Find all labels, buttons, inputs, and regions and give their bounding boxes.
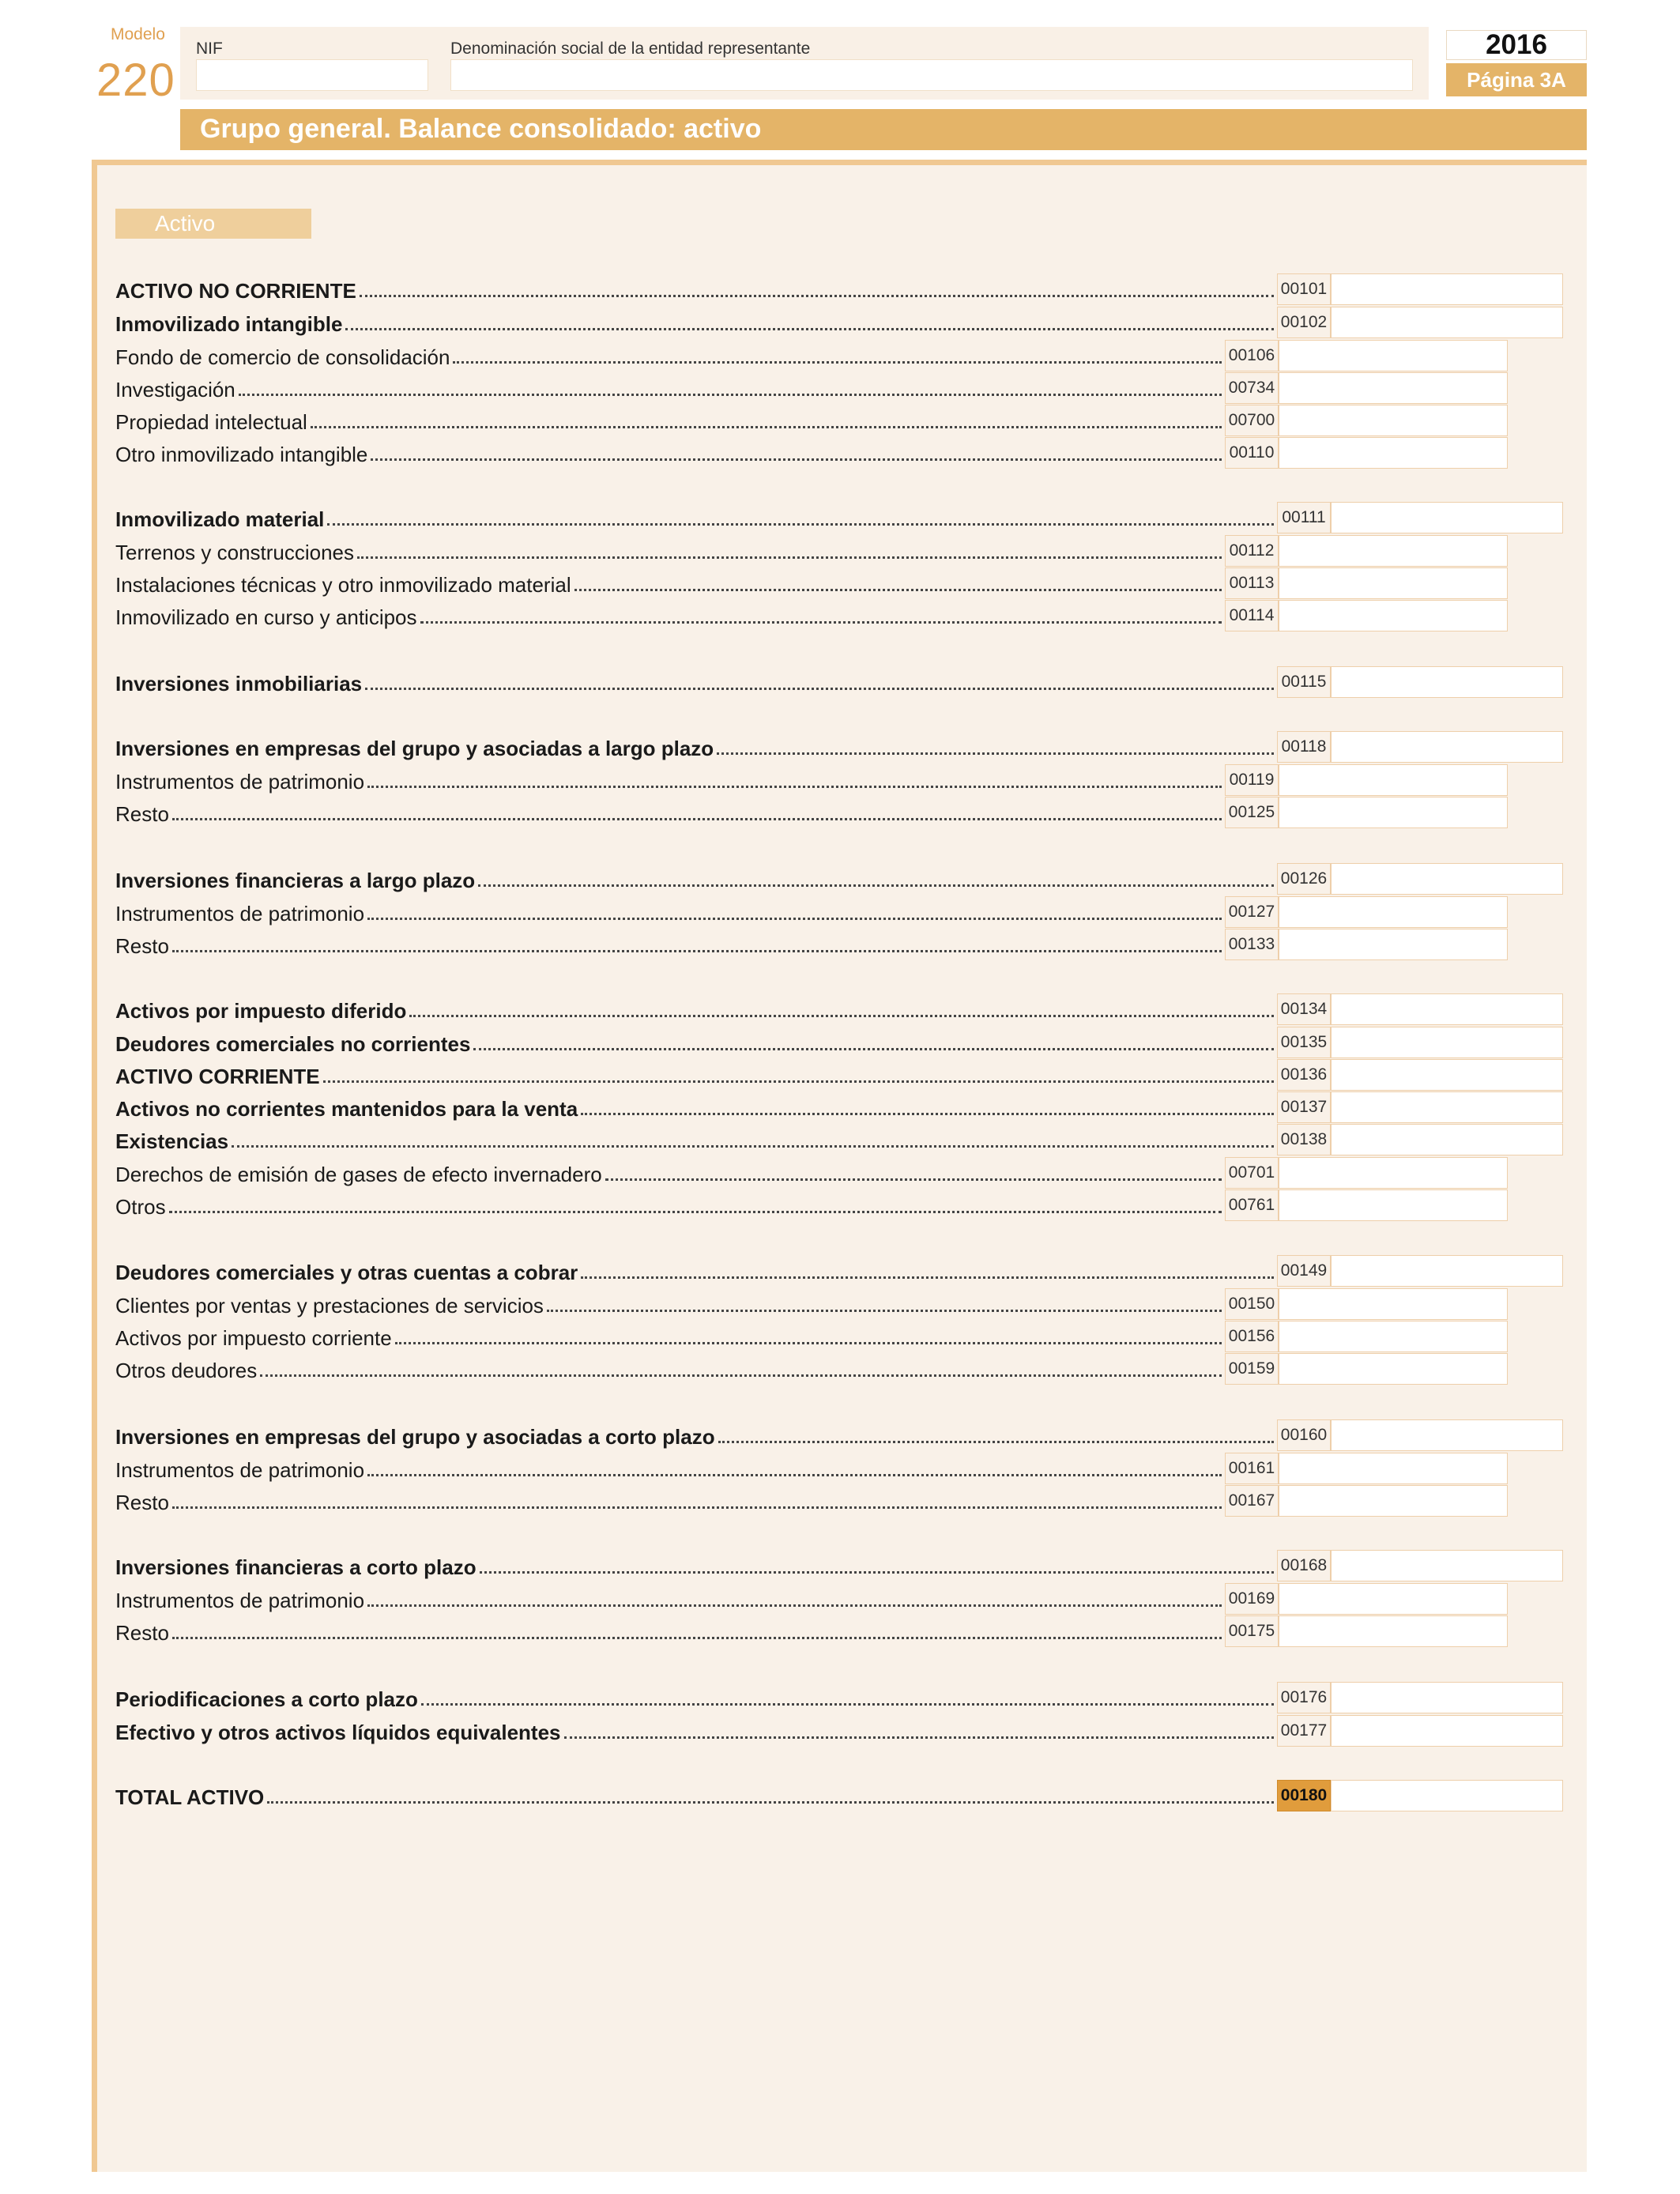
row-label-container <box>115 930 1225 959</box>
amount-field[interactable] <box>1331 273 1563 305</box>
row-label: Inversiones inmobiliarias <box>115 672 363 696</box>
row-label: Investigación <box>115 378 235 401</box>
leader-dots <box>345 327 1274 330</box>
box-code: 00167 <box>1225 1485 1279 1517</box>
leader-dots <box>311 425 1222 428</box>
row-label-container <box>115 1617 1225 1646</box>
box-code: 00114 <box>1225 600 1279 631</box>
row-label-container <box>115 1355 1225 1383</box>
row-label: Fondo de comercio de consolidación <box>115 345 450 369</box>
leader-dots <box>478 884 1274 887</box>
page-title: Grupo general. Balance consolidado: activo <box>200 114 762 144</box>
row-label-container <box>115 1551 1277 1580</box>
box-code: 00169 <box>1225 1583 1279 1615</box>
row-label: Instrumentos de patrimonio <box>115 1589 365 1612</box>
row-label: Inversiones financieras a corto plazo <box>115 1555 477 1579</box>
row-label-container <box>115 406 1225 435</box>
leader-dots <box>420 620 1222 624</box>
box-code: 00734 <box>1225 372 1279 404</box>
amount-field[interactable] <box>1279 1321 1508 1352</box>
box-code: 00161 <box>1225 1453 1279 1484</box>
row-label: Instrumentos de patrimonio <box>115 1458 365 1482</box>
panel-top-border <box>92 160 1587 165</box>
box-code: 00118 <box>1277 731 1331 763</box>
amount-field[interactable] <box>1331 1682 1563 1713</box>
row-label-container <box>115 275 1277 303</box>
amount-field[interactable] <box>1279 535 1508 567</box>
amount-field[interactable] <box>1279 340 1508 371</box>
box-code: 00106 <box>1225 340 1279 371</box>
row-label-container <box>115 898 1225 926</box>
box-code: 00180 <box>1277 1780 1331 1811</box>
row-label: TOTAL ACTIVO <box>115 1785 265 1809</box>
row-label: Activos por impuesto corriente <box>115 1326 392 1350</box>
amount-field[interactable] <box>1279 1615 1508 1647</box>
row-label-container <box>115 766 1225 794</box>
row-label: Otro inmovilizado intangible <box>115 443 368 466</box>
box-code: 00159 <box>1225 1353 1279 1385</box>
leader-dots <box>409 1014 1274 1017</box>
amount-field[interactable] <box>1331 1780 1563 1811</box>
row-label: Inversiones financieras a largo plazo <box>115 869 476 892</box>
amount-field[interactable] <box>1331 307 1563 338</box>
amount-field[interactable] <box>1279 372 1508 404</box>
row-label-container <box>115 537 1225 565</box>
row-label-container <box>115 733 1277 761</box>
leader-dots <box>547 1309 1222 1312</box>
leader-dots <box>323 1080 1274 1083</box>
row-label-container <box>115 1683 1277 1712</box>
leader-dots <box>232 1144 1274 1148</box>
row-label-container <box>115 439 1225 467</box>
amount-field[interactable] <box>1279 1453 1508 1484</box>
row-label-container <box>115 995 1277 1023</box>
denominacion-field[interactable] <box>450 59 1413 91</box>
row-label: Activos no corrientes mantenidos para la venta <box>115 1097 578 1121</box>
box-code: 00111 <box>1277 502 1331 533</box>
box-code: 00137 <box>1277 1091 1331 1123</box>
amount-field[interactable] <box>1279 896 1508 928</box>
box-code: 00119 <box>1225 764 1279 796</box>
leader-dots <box>473 1047 1274 1050</box>
leader-dots <box>172 1636 1222 1639</box>
leader-dots <box>172 817 1222 820</box>
row-label: ACTIVO CORRIENTE <box>115 1065 320 1088</box>
row-label: Existencias <box>115 1129 229 1153</box>
amount-field[interactable] <box>1279 1485 1508 1517</box>
row-label: Deudores comerciales y otras cuentas a cobrar <box>115 1261 578 1284</box>
leader-dots <box>367 785 1222 788</box>
amount-field[interactable] <box>1279 1189 1508 1221</box>
leader-dots <box>267 1800 1274 1804</box>
row-label: Instalaciones técnicas y otro inmovilizado material <box>115 573 571 597</box>
box-code: 00149 <box>1277 1255 1331 1287</box>
leader-dots <box>367 1604 1222 1607</box>
box-code: 00113 <box>1225 567 1279 599</box>
box-code: 00176 <box>1277 1682 1331 1713</box>
box-code: 00133 <box>1225 929 1279 960</box>
amount-field[interactable] <box>1279 1353 1508 1385</box>
row-label-container <box>115 1585 1225 1613</box>
row-label: Resto <box>115 934 169 958</box>
leader-dots <box>239 393 1222 396</box>
row-label: Derechos de emisión de gases de efecto invernadero <box>115 1163 602 1186</box>
row-label-container <box>115 569 1225 598</box>
row-label-container <box>115 1290 1225 1318</box>
row-label: Otros deudores <box>115 1359 258 1382</box>
amount-field[interactable] <box>1279 405 1508 436</box>
box-code: 00102 <box>1277 307 1331 338</box>
leader-dots <box>172 1506 1222 1509</box>
row-label-container <box>115 341 1225 370</box>
amount-field[interactable] <box>1279 567 1508 599</box>
leader-dots <box>395 1341 1222 1344</box>
leader-dots <box>357 556 1222 559</box>
section-tab-activo: Activo <box>115 209 311 239</box>
leader-dots <box>260 1374 1222 1377</box>
box-code: 00156 <box>1225 1321 1279 1352</box>
row-label-container <box>115 865 1277 893</box>
row-label: Resto <box>115 1621 169 1645</box>
box-code: 00177 <box>1277 1715 1331 1747</box>
amount-field[interactable] <box>1279 1157 1508 1189</box>
amount-field[interactable] <box>1331 1715 1563 1747</box>
row-label-container <box>115 601 1225 630</box>
nif-field[interactable] <box>196 59 428 91</box>
box-code: 00127 <box>1225 896 1279 928</box>
box-code: 00136 <box>1277 1059 1331 1091</box>
amount-field[interactable] <box>1331 1550 1563 1581</box>
box-code: 00761 <box>1225 1189 1279 1221</box>
row-label: Inversiones en empresas del grupo y asociadas a corto plazo <box>115 1425 715 1449</box>
leader-dots <box>360 294 1274 297</box>
leader-dots <box>581 1276 1274 1279</box>
leader-dots <box>453 360 1222 364</box>
row-label-container <box>115 1191 1225 1220</box>
box-code: 00175 <box>1225 1615 1279 1647</box>
row-label: Resto <box>115 802 169 826</box>
row-label: Instrumentos de patrimonio <box>115 770 365 794</box>
box-code: 00701 <box>1225 1157 1279 1189</box>
row-label: Resto <box>115 1491 169 1514</box>
leader-dots <box>327 522 1274 526</box>
row-label: Efectivo y otros activos líquidos equivalentes <box>115 1721 561 1744</box>
leader-dots <box>717 752 1274 755</box>
box-code: 00700 <box>1225 405 1279 436</box>
row-label-container <box>115 1717 1277 1745</box>
leader-dots <box>574 588 1222 591</box>
box-code: 00112 <box>1225 535 1279 567</box>
amount-field[interactable] <box>1331 1419 1563 1451</box>
row-label: Activos por impuesto diferido <box>115 999 407 1023</box>
row-label: ACTIVO NO CORRIENTE <box>115 279 356 303</box>
row-label-container <box>115 374 1225 402</box>
row-label-container <box>115 1257 1277 1285</box>
row-label-container <box>115 1781 1277 1810</box>
leader-dots <box>169 1210 1222 1213</box>
amount-field[interactable] <box>1279 929 1508 960</box>
row-label-container <box>115 1028 1277 1057</box>
amount-field[interactable] <box>1279 1583 1508 1615</box>
amount-field[interactable] <box>1331 1059 1563 1091</box>
box-code: 00126 <box>1277 863 1331 895</box>
nif-label: NIF <box>196 40 223 58</box>
amount-field[interactable] <box>1279 600 1508 631</box>
leader-dots <box>367 917 1222 920</box>
leader-dots <box>371 458 1222 461</box>
row-label-container <box>115 1061 1277 1089</box>
modelo-number: 220 <box>96 55 175 106</box>
row-label-container <box>115 798 1225 827</box>
amount-field[interactable] <box>1331 1027 1563 1058</box>
row-label-container <box>115 1322 1225 1351</box>
box-code: 00135 <box>1277 1027 1331 1058</box>
row-label: Instrumentos de patrimonio <box>115 902 365 925</box>
panel-left-border <box>92 160 97 2172</box>
row-label: Propiedad intelectual <box>115 410 307 434</box>
page-badge: Página 3A <box>1446 63 1587 96</box>
amount-field[interactable] <box>1279 1288 1508 1320</box>
leader-dots <box>367 1473 1222 1476</box>
box-code: 00101 <box>1277 273 1331 305</box>
amount-field[interactable] <box>1331 666 1563 698</box>
amount-field[interactable] <box>1279 764 1508 796</box>
row-label-container <box>115 1159 1225 1187</box>
amount-field[interactable] <box>1279 437 1508 469</box>
amount-field[interactable] <box>1331 1091 1563 1123</box>
leader-dots <box>718 1440 1274 1443</box>
leader-dots <box>172 949 1222 952</box>
amount-field[interactable] <box>1331 502 1563 533</box>
row-label: Otros <box>115 1195 166 1219</box>
row-label-container <box>115 1421 1277 1449</box>
row-label-container <box>115 1454 1225 1483</box>
row-label: Inversiones en empresas del grupo y asociadas a largo plazo <box>115 737 714 760</box>
row-label: Terrenos y construcciones <box>115 541 355 564</box>
amount-field[interactable] <box>1331 1255 1563 1287</box>
row-label-container <box>115 1093 1277 1122</box>
amount-field[interactable] <box>1331 1124 1563 1155</box>
row-label: Clientes por ventas y prestaciones de servicios <box>115 1294 544 1318</box>
row-label: Deudores comerciales no corrientes <box>115 1032 471 1056</box>
box-code: 00134 <box>1277 993 1331 1025</box>
row-label: Inmovilizado intangible <box>115 312 343 336</box>
leader-dots <box>365 687 1274 690</box>
row-label-container <box>115 668 1277 696</box>
box-code: 00125 <box>1225 797 1279 828</box>
denominacion-label: Denominación social de la entidad representante <box>450 40 811 58</box>
year-badge: 2016 <box>1446 30 1587 60</box>
box-code: 00150 <box>1225 1288 1279 1320</box>
leader-dots <box>581 1112 1274 1115</box>
amount-field[interactable] <box>1331 993 1563 1025</box>
box-code: 00138 <box>1277 1124 1331 1155</box>
box-code: 00110 <box>1225 437 1279 469</box>
leader-dots <box>605 1178 1222 1181</box>
amount-field[interactable] <box>1279 797 1508 828</box>
leader-dots <box>421 1702 1274 1706</box>
box-code: 00160 <box>1277 1419 1331 1451</box>
row-label: Inmovilizado en curso y anticipos <box>115 605 417 629</box>
row-label: Inmovilizado material <box>115 507 325 531</box>
row-label-container <box>115 308 1277 337</box>
amount-field[interactable] <box>1331 731 1563 763</box>
row-label-container <box>115 1487 1225 1515</box>
row-label: Periodificaciones a corto plazo <box>115 1687 418 1711</box>
modelo-label: Modelo <box>111 25 165 43</box>
box-code: 00168 <box>1277 1550 1331 1581</box>
leader-dots <box>480 1570 1274 1574</box>
box-code: 00115 <box>1277 666 1331 698</box>
row-label-container <box>115 503 1277 532</box>
amount-field[interactable] <box>1331 863 1563 895</box>
row-label-container <box>115 1125 1277 1154</box>
leader-dots <box>564 1736 1275 1739</box>
